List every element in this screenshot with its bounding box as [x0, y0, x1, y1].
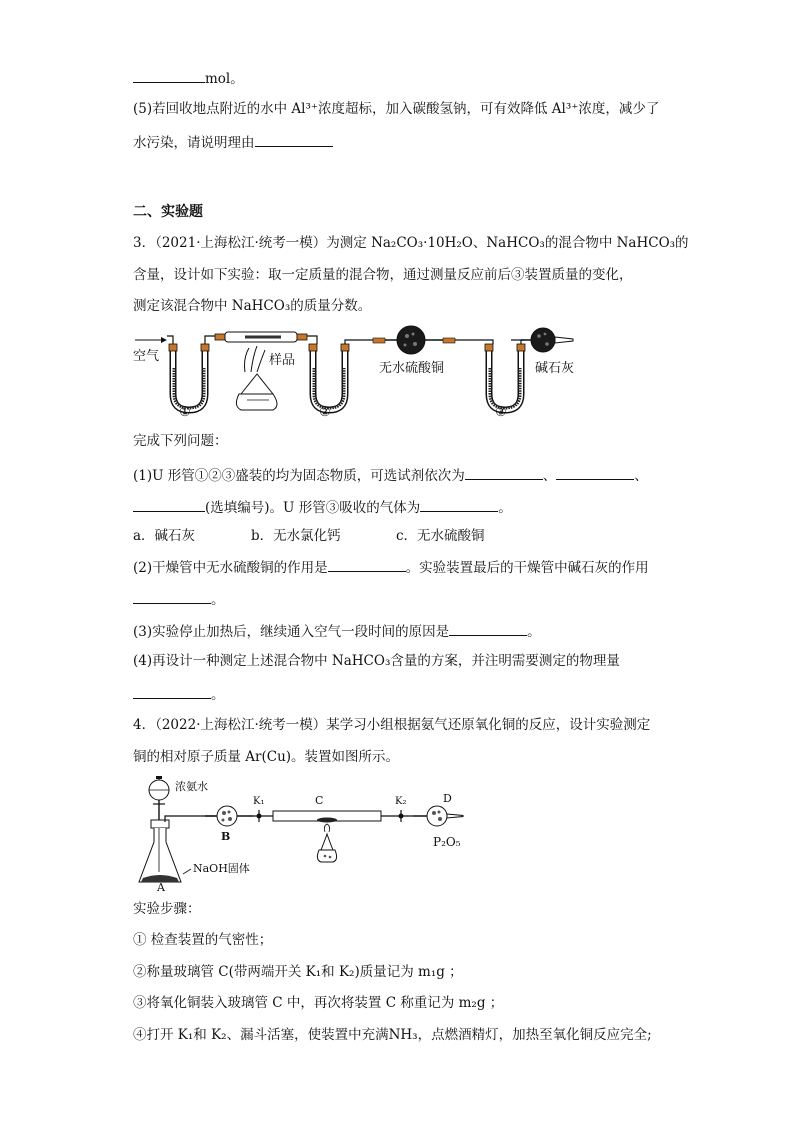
- q3-options: [133, 527, 485, 545]
- u-tube-3: [485, 344, 525, 410]
- q3-part2-text: (2)干燥管中无水硫酸铜的作用是: [133, 560, 328, 576]
- u-tube-1-number: ①: [179, 405, 191, 420]
- q2-unit-line: [133, 68, 244, 88]
- q3-stem-b: 含量，设计如下实验：取一定质量的混合物，通过测量反应前后③装置质量的变化，: [133, 267, 633, 283]
- drying-tube-sodalime: [521, 328, 573, 352]
- q4-step-1: ① 检查装置的气密性；: [133, 932, 273, 948]
- answer-blank[interactable]: [133, 497, 205, 512]
- q3-part1-text: (1)U 形管①②③盛装的均为固态物质，可选试剂依次为: [133, 468, 465, 484]
- punct: 。: [527, 624, 541, 640]
- q2-part5-text: 水污染，请说明理由: [133, 135, 255, 151]
- label-d: D: [443, 792, 452, 805]
- q3-prompt: 完成下列问题：: [133, 433, 228, 449]
- u-tube-2-number: ②: [319, 405, 331, 420]
- drying-tube-cuso4: [373, 326, 455, 354]
- valve-k2[interactable]: [381, 810, 413, 822]
- p2o5-label: P₂O₅: [433, 835, 461, 849]
- q4-apparatus-figure: [133, 774, 473, 892]
- q3-stem-a: 3．（2021·上海松江·统考一模）为测定 Na₂CO₃·10H₂O、NaHCO₃的混合物中 NaHCO₃的: [133, 235, 689, 251]
- sample-heating-tube: [215, 332, 307, 342]
- q3-part1-line-b: [133, 497, 512, 517]
- q4-step-4: ④打开 K₁和 K₂、漏斗活塞，使装置中充满NH₃，点燃酒精灯，加热至氧化铜反应完全;: [133, 1027, 652, 1043]
- q4-step-2: ②称量玻璃管 C(带两端开关 K₁和 K₂)质量记为 m₁g ；: [133, 964, 463, 980]
- q3-part4-line-a: (4)再设计一种测定上述混合物中 NaHCO₃含量的方案，并注明需要测定的物理量: [133, 653, 620, 669]
- ammonia-label: 浓氨水: [175, 780, 208, 793]
- drying-tube-b: [205, 806, 253, 826]
- answer-blank[interactable]: [449, 621, 527, 636]
- q4-step-3: ③将氧化铜装入玻璃管 C 中，再次将装置 C 称重记为 m₂g ；: [133, 995, 504, 1011]
- air-label: 空气: [133, 349, 160, 364]
- q2-unit: mol。: [205, 71, 244, 87]
- glass-tube-c: [273, 811, 381, 823]
- separator: 、: [542, 468, 557, 484]
- answer-blank[interactable]: [556, 465, 634, 480]
- option-c: c．无水硫酸铜: [396, 528, 485, 544]
- option-b: b．无水氯化钙: [251, 528, 341, 544]
- answer-blank[interactable]: [133, 684, 211, 699]
- q4-stem-b: 铜的相对原子质量 Ar(Cu)。装置如图所示。: [133, 749, 400, 765]
- answer-blank[interactable]: [420, 497, 498, 512]
- cuso4-label: 无水硫酸铜: [379, 361, 445, 376]
- q3-part3-line: [133, 621, 541, 641]
- punct: 。: [211, 592, 225, 608]
- q3-part4-line-b: [133, 684, 225, 704]
- q3-apparatus-figure: [133, 324, 593, 424]
- q2-part5-line-a: (5)若回收地点附近的水中 Al³⁺浓度超标，加入碳酸氢钠，可有效降低 Al³⁺浓度，减少了: [133, 101, 660, 117]
- label-k1: K₁: [253, 796, 265, 807]
- separatory-funnel: [149, 776, 169, 820]
- sodalime-label: 碱石灰: [535, 361, 575, 376]
- q3-part2-line-a: [133, 557, 649, 577]
- air-arrowhead: [161, 337, 167, 343]
- q3-stem-c: 测定该混合物中 NaHCO₃的质量分数。: [133, 298, 372, 314]
- u-tube-2: [309, 344, 349, 410]
- section-title: 二、实验题: [133, 204, 203, 220]
- label-c: C: [315, 794, 324, 807]
- q2-part5-line-b: [133, 132, 333, 152]
- label-a: A: [157, 881, 165, 892]
- q3-part2-text-b: 。实验装置最后的干燥管中碱石灰的作用: [405, 560, 649, 576]
- u-tube-3-number: ③: [495, 405, 507, 420]
- q3-part1-text-b: (选填编号)。U 形管③吸收的气体为: [205, 500, 421, 516]
- answer-blank[interactable]: [465, 465, 543, 480]
- valve-k1[interactable]: [253, 810, 273, 822]
- answer-blank[interactable]: [133, 68, 205, 83]
- drying-tube-d: [413, 806, 463, 826]
- alcohol-lamp-c: [317, 824, 336, 862]
- naoh-label: NaOH固体: [193, 862, 250, 875]
- answer-blank[interactable]: [133, 589, 211, 604]
- q3-part3-text: (3)实验停止加热后，继续通入空气一段时间的原因是: [133, 624, 450, 640]
- q3-part1-line-a: [133, 465, 648, 485]
- punct: 。: [498, 500, 512, 516]
- conical-flask-a: [139, 820, 181, 882]
- q3-part2-line-b: [133, 589, 225, 609]
- answer-blank[interactable]: [328, 557, 406, 572]
- q4-steps-title: 实验步骤：: [133, 901, 201, 917]
- sample-label: 样品: [269, 353, 296, 368]
- label-b: B: [221, 830, 231, 843]
- q4-stem-a: 4．（2022·上海松江·统考一模）某学习小组根据氨气还原氧化铜的反应，设计实验测定: [133, 717, 651, 733]
- answer-blank[interactable]: [255, 132, 333, 147]
- label-k2: K₂: [395, 796, 407, 807]
- separator: 、: [634, 468, 648, 484]
- punct: 。: [211, 687, 225, 703]
- u-tube-1: [169, 344, 209, 410]
- option-a: a．碱石灰: [133, 528, 196, 544]
